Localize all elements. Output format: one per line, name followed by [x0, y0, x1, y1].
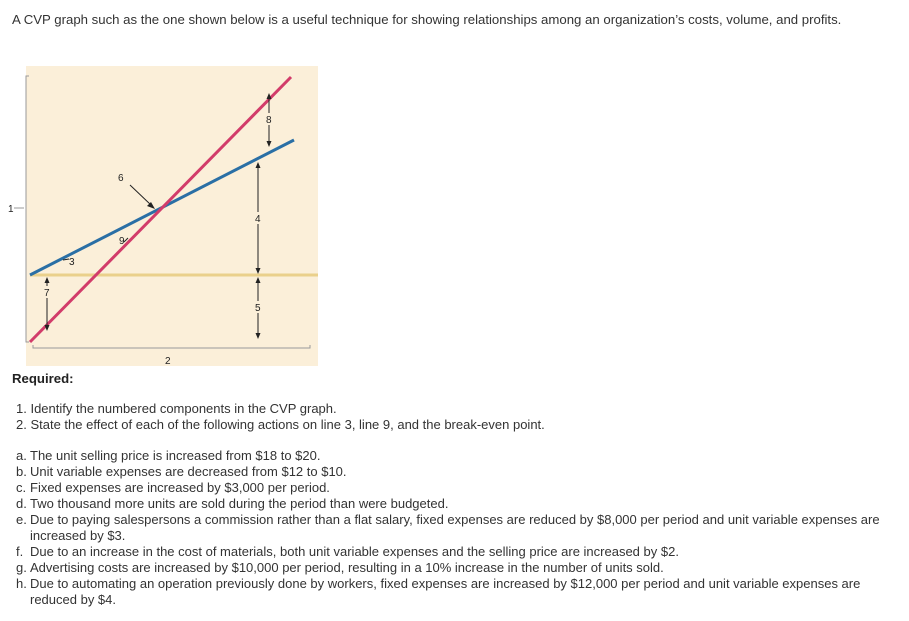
label-4: 4 — [255, 214, 261, 225]
action-text: The unit selling price is increased from $18 to $20. — [30, 448, 321, 463]
action-item-g — [16, 560, 896, 576]
cvp-graph — [0, 62, 330, 370]
action-item-c — [16, 480, 896, 496]
action-item-f — [16, 544, 896, 560]
action-list — [16, 448, 896, 608]
action-item-a — [16, 448, 896, 464]
required-steps — [16, 401, 545, 433]
action-letter: e. — [16, 512, 27, 527]
label-5: 5 — [255, 303, 261, 314]
label-2: 2 — [165, 356, 171, 367]
action-letter: b. — [16, 464, 27, 479]
action-text: Two thousand more units are sold during the period than were budgeted. — [30, 496, 449, 511]
label-3: 3 — [69, 257, 75, 268]
cvp-graph-svg — [0, 62, 330, 370]
label-7: 7 — [44, 288, 50, 299]
action-item-d — [16, 496, 896, 512]
action-text: Advertising costs are increased by $10,000 per period, resulting in a 10% increase in the number of units sold. — [30, 560, 664, 575]
step-1: 1. Identify the numbered components in the CVP graph. — [16, 401, 337, 416]
label-1: 1 — [8, 204, 14, 215]
graph-background — [26, 66, 318, 366]
action-item-b — [16, 464, 896, 480]
action-text: Unit variable expenses are decreased from $12 to $10. — [30, 464, 347, 479]
action-item-e — [16, 512, 896, 544]
action-text: Due to paying salespersons a commission rather than a flat salary, fixed expenses are reduced by $8,000 per period and unit variable expenses are increased by $3. — [30, 512, 880, 543]
action-letter: f. — [16, 544, 24, 559]
action-text: Fixed expenses are increased by $3,000 per period. — [30, 480, 330, 495]
step-2: 2. State the effect of each of the following actions on line 3, line 9, and the break-even point. — [16, 417, 545, 432]
label-8: 8 — [266, 115, 272, 126]
label-9: 9 — [119, 236, 125, 247]
action-letter: d. — [16, 496, 27, 511]
action-letter: h. — [16, 576, 27, 591]
action-letter: g. — [16, 560, 27, 575]
action-letter: c. — [16, 480, 27, 495]
action-text: Due to an increase in the cost of materials, both unit variable expenses and the selling price are increased by $2. — [30, 544, 679, 559]
intro-text: A CVP graph such as the one shown below is a useful technique for showing relationships among an organization’s costs, volume, and profits. — [12, 12, 842, 27]
required-heading: Required: — [12, 371, 74, 386]
action-text: Due to automating an operation previously done by workers, fixed expenses are increased by $12,000 per period and unit variable expenses are reduced by $4. — [30, 576, 861, 607]
action-letter: a. — [16, 448, 27, 463]
action-item-h — [16, 576, 896, 608]
label-6: 6 — [118, 173, 124, 184]
